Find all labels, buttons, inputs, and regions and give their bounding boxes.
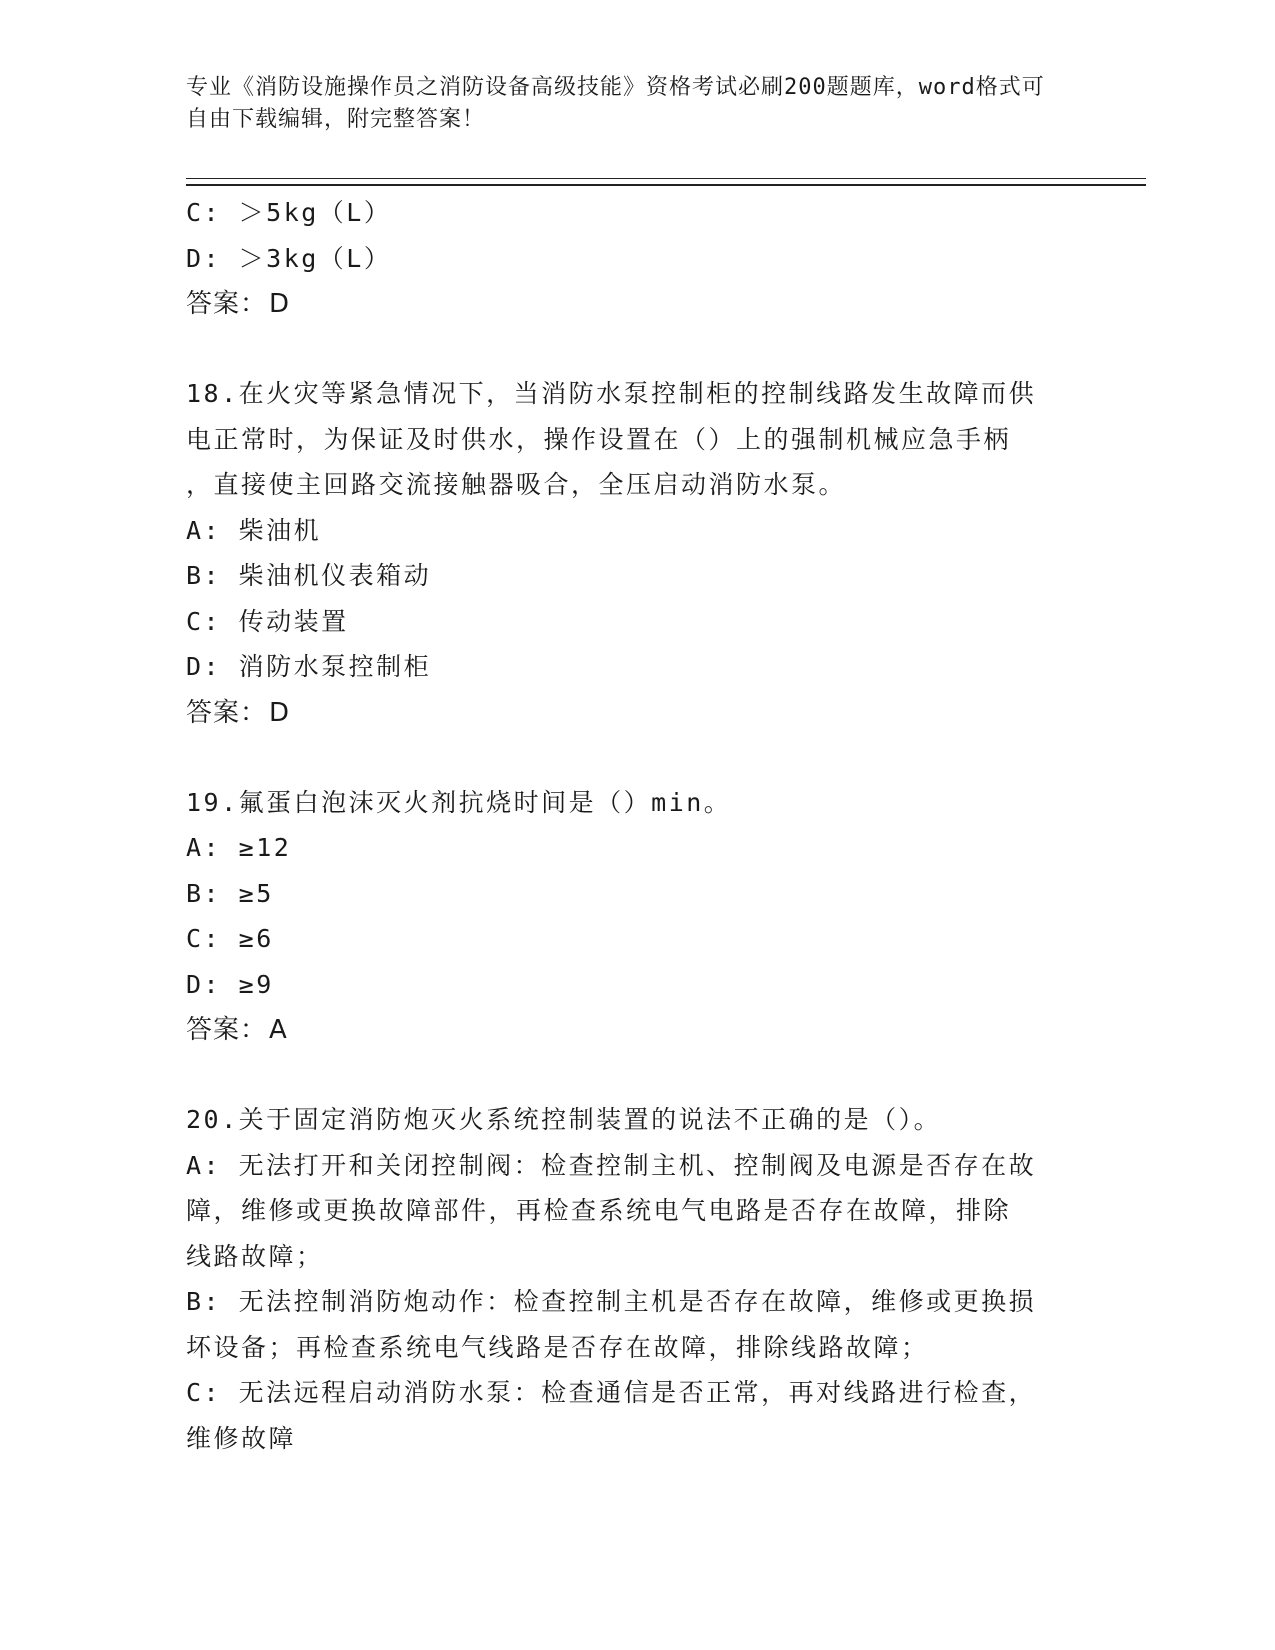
question-text-line: ，直接使主回路交流接触器吸合，全压启动消防水泵。: [186, 470, 847, 499]
question-19: [186, 780, 1086, 1054]
question-text-line: 电正常时，为保证及时供水，操作设置在（）上的强制机械应急手柄: [186, 424, 1012, 454]
answer-value: D: [269, 289, 291, 319]
question-20: [186, 1097, 1086, 1461]
answer-label: 答案：: [186, 289, 268, 319]
option-text-line: 障，维修或更换故障部件，再检查系统电气电路是否存在故障，排除: [186, 1196, 1012, 1225]
option-text-line: 坏设备；再检查系统电气线路是否存在故障，排除线路故障；: [186, 1332, 929, 1362]
question-text-line: 20.关于固定消防炮灭火系统控制装置的说法不正确的是（）。: [186, 1105, 942, 1134]
answer-value: A: [269, 1015, 288, 1045]
option-b: B: ≥5: [186, 878, 274, 908]
spacer: [186, 736, 1086, 780]
option-text-line: 线路故障；: [186, 1241, 324, 1271]
answer-line: [186, 690, 1086, 736]
option-text-line: B: 无法控制消防炮动作：检查控制主机是否存在故障，维修或更换损: [186, 1287, 1037, 1316]
option-c: C: ＞5kg（L）: [186, 198, 392, 227]
option-a: A: 柴油机: [186, 515, 322, 545]
page-header: 专业《消防设施操作员之消防设备高级技能》资格考试必刷200题题库，word格式可自由下载编辑，附完整答案！: [186, 75, 1045, 132]
question-18: [186, 371, 1086, 736]
option-text-line: A: 无法打开和关闭控制阀：检查控制主机、控制阀及电源是否存在故: [186, 1150, 1037, 1180]
option-d: D: ＞3kg（L）: [186, 243, 392, 273]
prev-question: [186, 190, 1086, 327]
option-a: A: ≥12: [186, 833, 292, 862]
option-text-line: 维修故障: [186, 1423, 297, 1453]
document-body: [186, 190, 1086, 1461]
answer-label: 答案：: [186, 697, 268, 728]
option-c: C: ≥6: [186, 924, 274, 953]
header-divider: [186, 178, 1146, 186]
spacer: [186, 327, 1086, 371]
option-d: D: 消防水泵控制柜: [186, 652, 432, 681]
spacer: [186, 1053, 1086, 1097]
answer-value: D: [269, 697, 291, 728]
question-text-line: 19.氟蛋白泡沫灭火剂抗烧时间是（）min。: [186, 787, 732, 817]
answer-line: [186, 1007, 1086, 1053]
answer-line: [186, 281, 1086, 327]
option-c: C: 传动装置: [186, 606, 349, 636]
option-d: D: ≥9: [186, 969, 274, 999]
option-text-line: C: 无法远程启动消防水泵：检查通信是否正常，再对线路进行检查，: [186, 1378, 1037, 1407]
question-text-line: 18.在火灾等紧急情况下，当消防水泵控制柜的控制线路发生故障而供: [186, 379, 1037, 408]
option-b: B: 柴油机仪表箱动: [186, 561, 432, 590]
answer-label: 答案：: [186, 1015, 268, 1045]
